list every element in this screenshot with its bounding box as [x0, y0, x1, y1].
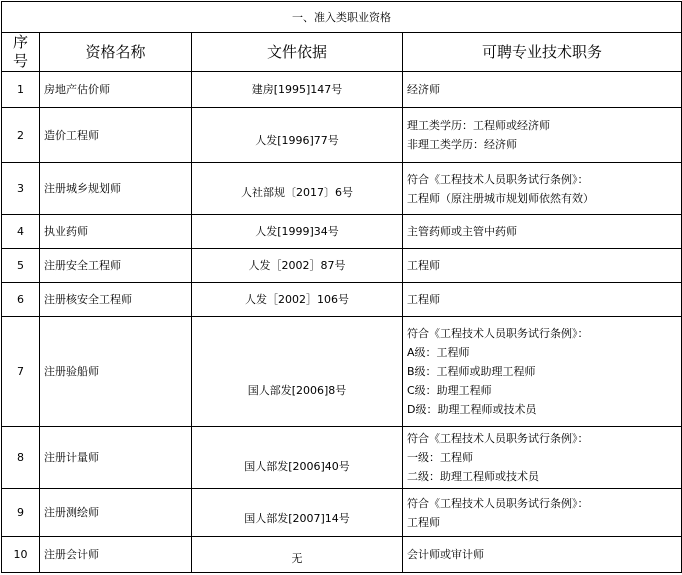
- row-name: 造价工程师: [40, 108, 192, 163]
- header-name: 资格名称: [40, 33, 192, 72]
- row-positions: [403, 489, 682, 537]
- row-basis: 无: [192, 537, 403, 573]
- row-basis: 国人部发[2007]14号: [192, 489, 403, 537]
- table-row: [2, 163, 682, 215]
- row-name: 注册测绘师: [40, 489, 192, 537]
- position-line: 二级：助理工程师或技术员: [407, 470, 539, 483]
- row-positions: [403, 72, 682, 108]
- position-line: 符合《工程技术人员职务试行条例》：: [407, 496, 589, 510]
- row-num: 1: [2, 72, 40, 108]
- row-basis: 人社部规〔2017〕6号: [192, 163, 403, 215]
- row-positions: [403, 317, 682, 427]
- row-num: 7: [2, 317, 40, 427]
- position-line: 符合《工程技术人员职务试行条例》：: [407, 327, 589, 340]
- position-line: B级：工程师或助理工程师: [407, 365, 536, 378]
- row-positions: [403, 537, 682, 573]
- row-num: 9: [2, 489, 40, 537]
- row-name: 执业药师: [40, 215, 192, 249]
- row-basis: 人发[1999]34号: [192, 215, 403, 249]
- row-basis: 国人部发[2006]40号: [192, 427, 403, 489]
- table-row: [2, 108, 682, 163]
- position-line: 工程师: [407, 259, 440, 272]
- header-num-line2: 号: [12, 52, 28, 70]
- row-num: 5: [2, 249, 40, 283]
- position-line: 非理工类学历：经济师: [407, 138, 517, 151]
- table-row: [2, 215, 682, 249]
- position-line: 主管药师或主管中药师: [407, 225, 517, 238]
- position-line: 符合《工程技术人员职务试行条例》：: [407, 172, 589, 186]
- table-row: [2, 72, 682, 108]
- row-positions: [403, 215, 682, 249]
- row-basis: 建房[1995]147号: [192, 72, 403, 108]
- qualification-table: [1, 1, 682, 573]
- row-positions: [403, 163, 682, 215]
- row-basis: 人发[1996]77号: [192, 108, 403, 163]
- row-name: 注册安全工程师: [40, 249, 192, 283]
- position-line: A级：工程师: [407, 346, 470, 359]
- position-line: 工程师（原注册城市规划师依然有效）: [407, 191, 594, 205]
- row-basis: 国人部发[2006]8号: [192, 317, 403, 427]
- table-row: [2, 427, 682, 489]
- position-line: 经济师: [407, 83, 440, 96]
- row-positions: [403, 283, 682, 317]
- row-num: 6: [2, 283, 40, 317]
- row-positions: [403, 427, 682, 489]
- position-line: D级：助理工程师或技术员: [407, 403, 537, 416]
- table-row: [2, 537, 682, 573]
- row-positions: [403, 249, 682, 283]
- row-num: 10: [2, 537, 40, 573]
- table-row: [2, 317, 682, 427]
- row-basis: 人发［2002］87号: [192, 249, 403, 283]
- header-basis: 文件依据: [192, 33, 403, 72]
- table-title: 一、准入类职业资格: [2, 2, 682, 33]
- header-row: [2, 33, 682, 72]
- row-name: 注册计量师: [40, 427, 192, 489]
- position-line: 工程师: [407, 515, 440, 529]
- position-line: 理工类学历：工程师或经济师: [407, 119, 550, 132]
- row-name: 注册城乡规划师: [40, 163, 192, 215]
- row-name: 房地产估价师: [40, 72, 192, 108]
- header-positions: 可聘专业技术职务: [403, 33, 682, 72]
- row-num: 4: [2, 215, 40, 249]
- row-num: 2: [2, 108, 40, 163]
- table-row: [2, 283, 682, 317]
- header-num-line1: 序: [12, 33, 28, 51]
- position-line: 工程师: [407, 293, 440, 306]
- header-num: [2, 33, 40, 72]
- table-row: [2, 249, 682, 283]
- row-basis: 人发［2002］106号: [192, 283, 403, 317]
- row-name: 注册会计师: [40, 537, 192, 573]
- row-num: 8: [2, 427, 40, 489]
- position-line: 一级：工程师: [407, 451, 473, 464]
- table-row: [2, 489, 682, 537]
- position-line: C级：助理工程师: [407, 384, 492, 397]
- row-name: 注册验船师: [40, 317, 192, 427]
- title-row: [2, 2, 682, 33]
- position-line: 符合《工程技术人员职务试行条例》：: [407, 432, 589, 445]
- row-positions: [403, 108, 682, 163]
- row-num: 3: [2, 163, 40, 215]
- row-name: 注册核安全工程师: [40, 283, 192, 317]
- position-line: 会计师或审计师: [407, 548, 484, 561]
